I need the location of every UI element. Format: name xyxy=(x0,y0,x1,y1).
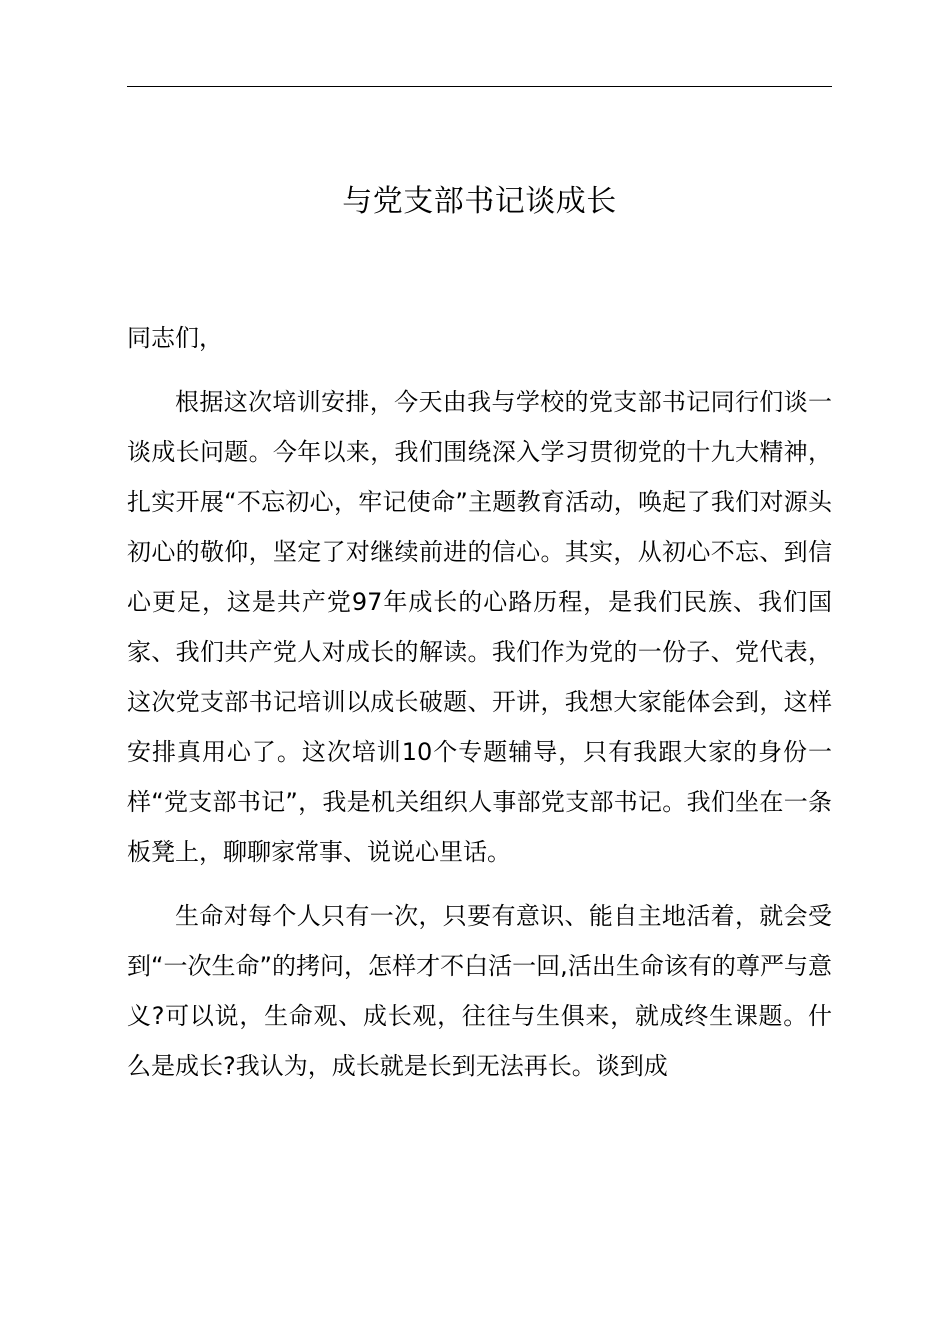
document-body xyxy=(127,313,832,1091)
body-paragraph-1: 根据这次培训安排，今天由我与学校的党支部书记同行们谈一谈成长问题。今年以来，我们围绕深入学习贯彻党的十九大精神，扎实开展“不忘初心，牢记使命”主题教育活动，唤起了我们对源头初心的敬仰，坚定了对继续前进的信心。其实，从初心不忘、到信心更足，这是共产党97年成长的心路历程，是我们民族、我们国家、我们共产党人对成长的解读。我们作为党的一份子、党代表，这次党支部书记培训以成长破题、开讲，我想大家能体会到，这样安排真用心了。这次培训10个专题辅导，只有我跟大家的身份一样“党支部书记”，我是机关组织人事部党支部书记。我们坐在一条板凳上，聊聊家常事、说说心里话。 xyxy=(127,388,832,866)
body-paragraph-2: 生命对每个人只有一次，只要有意识、能自主地活着，就会受到“一次生命”的拷问，怎样才不白活一回,活出生命该有的尊严与意义?可以说，生命观、成长观，往往与生俱来，就成终生课题。什么是成长?我认为，成长就是长到无法再长。谈到成 xyxy=(127,902,832,1080)
header-rule xyxy=(127,86,832,87)
document-title: 与党支部书记谈成长 xyxy=(342,184,617,219)
salutation: 同志们， xyxy=(127,324,223,352)
